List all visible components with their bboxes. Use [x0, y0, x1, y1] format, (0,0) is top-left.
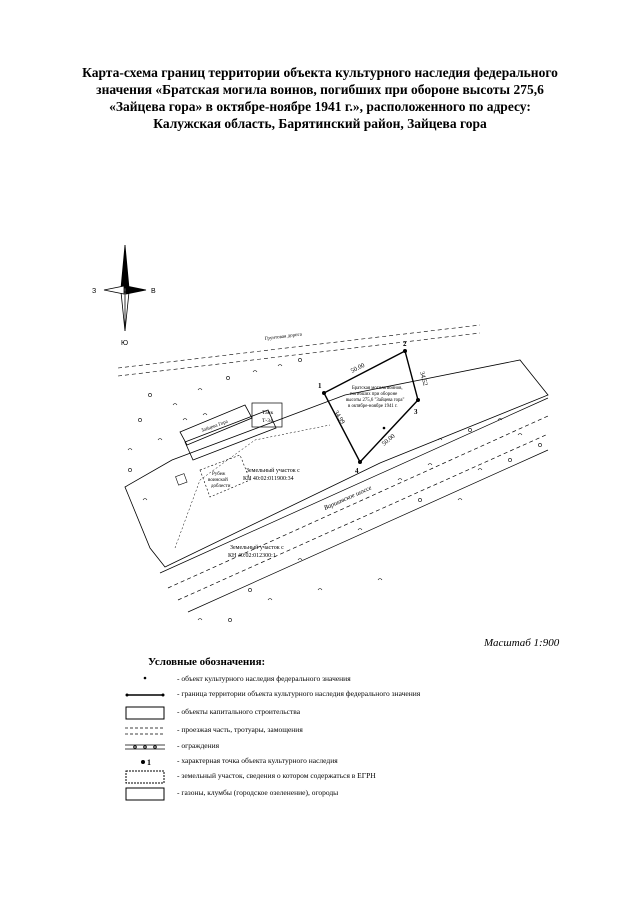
svg-text:1: 1	[147, 758, 151, 767]
vegetation-mark	[203, 414, 207, 416]
vegetation-mark	[358, 529, 362, 531]
vegetation-mark	[478, 469, 482, 471]
vegetation-mark	[128, 468, 131, 471]
highway-label: Варшавское шоссе	[322, 484, 373, 512]
title-line-3: «Зайцева гора» в октябре-ноябре 1941 г.», расположенного по адресу:	[109, 99, 531, 114]
vegetation-mark	[298, 559, 302, 561]
fence-icon	[125, 740, 165, 754]
legend-item-lawns: - газоны, клумбы (городское озеленение), огороды	[125, 787, 595, 803]
point-2-label: 2	[403, 340, 407, 348]
site-boundary	[125, 360, 548, 567]
object-marker-icon	[125, 673, 165, 687]
point-4-label: 4	[355, 467, 359, 475]
vegetation-mark	[468, 428, 471, 431]
vegetation-mark	[198, 389, 202, 391]
object-label-2: погибших при обороне	[350, 392, 398, 397]
boundary-line-icon	[125, 688, 165, 702]
vegetation-mark	[378, 579, 382, 581]
dim-41: 34.99	[332, 409, 346, 426]
point-icon	[125, 755, 165, 769]
vegetation-mark	[143, 499, 147, 501]
legend-item-parcel: - земельный участок, сведения о котором содержаться в ЕГРН	[125, 770, 595, 786]
compass-west-label: З	[92, 288, 97, 295]
vegetation-mark	[508, 458, 511, 461]
vegetation-mark	[128, 449, 132, 451]
vegetation-mark	[268, 599, 272, 601]
parcel-1-line2: КН 40:02:011900:34	[243, 476, 294, 482]
dirt-road-label: Грунтовая дорога	[264, 332, 303, 342]
legend-item-boundary: - граница территории объекта культурного наследия федерального значения	[125, 688, 595, 704]
vegetation-mark	[198, 619, 202, 621]
point-3-label: 3	[414, 408, 418, 416]
legend-title: Условные обозначения:	[148, 656, 266, 668]
vegetation-mark	[226, 376, 229, 379]
building-label: Зайцева Гора	[200, 419, 229, 434]
vegetation-mark	[298, 358, 301, 361]
vegetation-mark	[278, 365, 282, 367]
vegetation-mark	[398, 479, 402, 481]
scale-label: Масштаб 1:900	[484, 637, 560, 649]
legend-item-heritage-object: - объект культурного наследия федерального значения	[125, 673, 595, 689]
compass-south-label: Ю	[121, 340, 129, 347]
trench-label-1: Рубеж	[212, 472, 226, 477]
vegetation-mark	[538, 443, 541, 446]
dim-12: 50.00	[349, 361, 366, 375]
compass-east-label: В	[151, 288, 156, 295]
path-lines	[175, 425, 330, 548]
legend-item-fences: - ограждения	[125, 740, 595, 756]
vegetation-mark	[148, 393, 151, 396]
object-label-1: Братская могила воинов,	[352, 386, 403, 391]
parcel-2-line2: КН 40:02:012300:1	[228, 553, 276, 559]
tank-label-2: Т-34	[262, 418, 273, 424]
trench-label-3: доблести	[211, 484, 231, 489]
dim-34: 50.00	[380, 432, 397, 448]
vegetation-mark	[418, 498, 421, 501]
vegetation-mark	[518, 434, 522, 436]
road-icon	[125, 724, 165, 738]
legend-item-roads: - проезжая часть, тротуары, замощения	[125, 724, 595, 740]
object-label-3: высоты 275,6 "Зайцева гора"	[346, 398, 405, 403]
legend-item-points: 1 - характерная точка объекта культурного наследия	[125, 755, 595, 771]
legend-item-buildings: - объекты капитального строительства	[125, 706, 595, 722]
parcel-2-line1: Земельный участок с	[230, 545, 284, 551]
vegetation-mark	[248, 588, 251, 591]
title-line-4: Калужская область, Барятинский район, Зайцева гора	[153, 116, 487, 131]
vegetation-mark	[428, 464, 432, 466]
lawn-icon	[125, 787, 165, 801]
small-structure	[176, 474, 188, 486]
point-1-label: 1	[318, 382, 322, 390]
vegetation-marks	[128, 358, 542, 621]
vegetation-mark	[458, 499, 462, 501]
compass-icon	[104, 245, 146, 331]
parcel-icon	[125, 770, 165, 784]
title-line-1: Карта-схема границ территории объекта культурного наследия федерального	[82, 65, 558, 80]
vegetation-mark	[138, 418, 141, 421]
highway	[160, 398, 548, 612]
parcel-1-line1: Земельный участок с	[246, 468, 300, 474]
vegetation-mark	[183, 419, 187, 421]
vegetation-mark	[318, 589, 322, 591]
object-marker	[383, 427, 386, 430]
vegetation-mark	[158, 439, 162, 441]
building-icon	[125, 706, 165, 720]
trench-label-2: воинской	[208, 478, 228, 483]
object-label-4: в октябре-ноябре 1941 г.	[348, 404, 398, 409]
vegetation-mark	[173, 404, 177, 406]
dim-23: 34.52	[418, 370, 429, 387]
vegetation-mark	[253, 371, 257, 373]
vegetation-mark	[228, 618, 231, 621]
tank-label-1: Танк	[262, 410, 274, 416]
title-line-2: значения «Братская могила воинов, погибших при обороне высоты 275,6	[96, 82, 544, 97]
